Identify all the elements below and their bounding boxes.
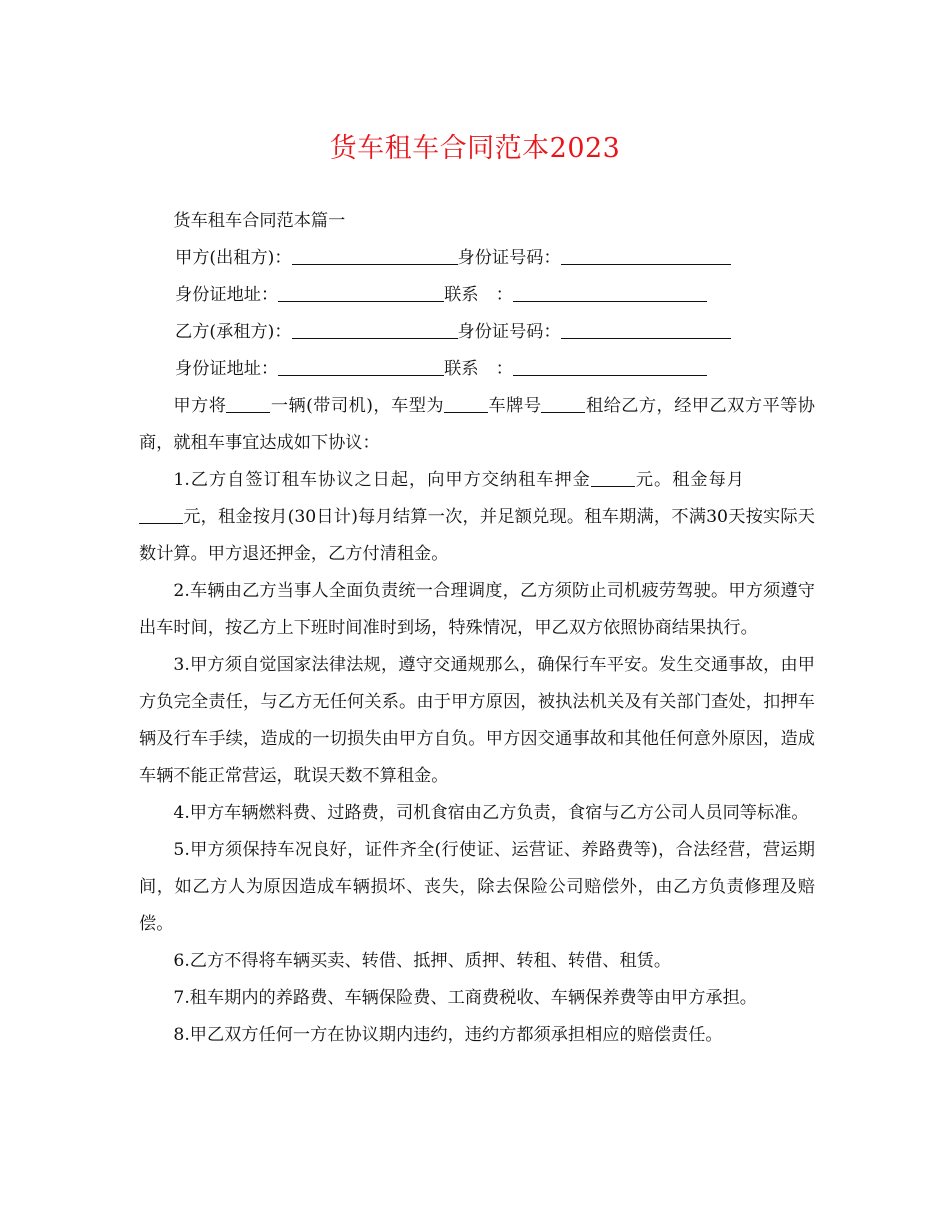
- party-a-id-label: 身份证号码：: [457, 248, 561, 268]
- party-a-id-blank: [561, 244, 731, 265]
- intro-paragraph: [139, 388, 815, 462]
- party-a-name-blank: [292, 244, 458, 265]
- document-title: 货车租车合同范本2023: [329, 133, 621, 164]
- party-a-contact-blank: [513, 281, 707, 302]
- clause-5: 5.甲方须保持车况良好，证件齐全(行使证、运营证、养路费等)，合法经营，营运期间，如乙方人为原因造成车辆损坏、丧失，除去保险公司赔偿外，由乙方负责修理及赔偿。: [139, 840, 815, 934]
- party-b-address-row: [139, 351, 815, 388]
- party-a-row: [139, 240, 815, 277]
- clause-4: 4.甲方车辆燃料费、过路费，司机食宿由乙方负责，食宿与乙方公司人员同等标准。: [173, 803, 809, 823]
- party-a-label: 甲方(出租方)：: [175, 248, 292, 268]
- clause-6: 6.乙方不得将车辆买卖、转借、抵押、质押、转租、转借、租赁。: [173, 951, 672, 971]
- clause-2: 2.车辆由乙方当事人全面负责统一合理调度，乙方须防止司机疲劳驾驶。甲方须遵守出车时间，按乙方上下班时间准时到场，特殊情况，甲乙双方依照协商结果执行。: [139, 581, 815, 638]
- party-a-address-blank: [278, 281, 444, 302]
- party-a-address-label: 身份证地址：: [175, 285, 279, 305]
- party-b-contact-label: 联系 ：: [444, 359, 513, 379]
- party-b-row: [139, 314, 815, 351]
- party-b-address-label: 身份证地址：: [175, 359, 279, 379]
- monthly-rent-blank: [139, 503, 183, 524]
- clause-1-text-3: 元，租金按月(30日计)每月结算一次，并足额兑现。租车期满，不满30天按实际天数计算。甲方退还押金，乙方付清租金。: [139, 507, 815, 564]
- clause-7: 7.租车期内的养路费、车辆保险费、工商费税收、车辆保养费等由甲方承担。: [173, 988, 757, 1008]
- party-b-label: 乙方(承租方)：: [175, 322, 292, 342]
- document-body: [139, 203, 815, 1054]
- party-b-id-label: 身份证号码：: [457, 322, 561, 342]
- section-heading: 货车租车合同范本篇一: [173, 211, 346, 231]
- party-b-address-blank: [278, 355, 444, 376]
- clause-1-text-1: 1.乙方自签订租车协议之日起，向甲方交纳租车押金: [173, 470, 591, 490]
- vehicle-count-blank: [226, 392, 270, 413]
- intro-text-4: 租给乙方，经甲乙双方平等协商，就租车事宜达成如下协议：: [139, 396, 815, 453]
- vehicle-model-blank: [444, 392, 488, 413]
- party-b-id-blank: [561, 318, 731, 339]
- intro-text-2: 一辆(带司机)，车型为: [270, 396, 445, 416]
- clause-1-text-2: 元。租金每月: [634, 470, 745, 490]
- clause-3: 3.甲方须自觉国家法律法规，遵守交通规那么，确保行车平安。发生交通事故，由甲方负完全责任，与乙方无任何关系。由于甲方原因，被执法机关及有关部门查处，扣押车辆及行车手续，造成的一切损失由甲方自负。甲方因交通事故和其他任何意外原因，造成车辆不能正常营运，耽误天数不算租金。: [139, 655, 815, 786]
- intro-text-1: 甲方将: [173, 396, 227, 416]
- intro-text-3: 车牌号: [488, 396, 542, 416]
- deposit-blank: [591, 466, 635, 487]
- party-a-address-row: [139, 277, 815, 314]
- party-b-contact-blank: [513, 355, 707, 376]
- clause-1: [139, 462, 815, 573]
- clause-8: 8.甲乙双方任何一方在协议期内违约，违约方都须承担相应的赔偿责任。: [173, 1025, 723, 1045]
- party-b-name-blank: [292, 318, 458, 339]
- party-a-contact-label: 联系 ：: [444, 285, 513, 305]
- plate-number-blank: [541, 392, 585, 413]
